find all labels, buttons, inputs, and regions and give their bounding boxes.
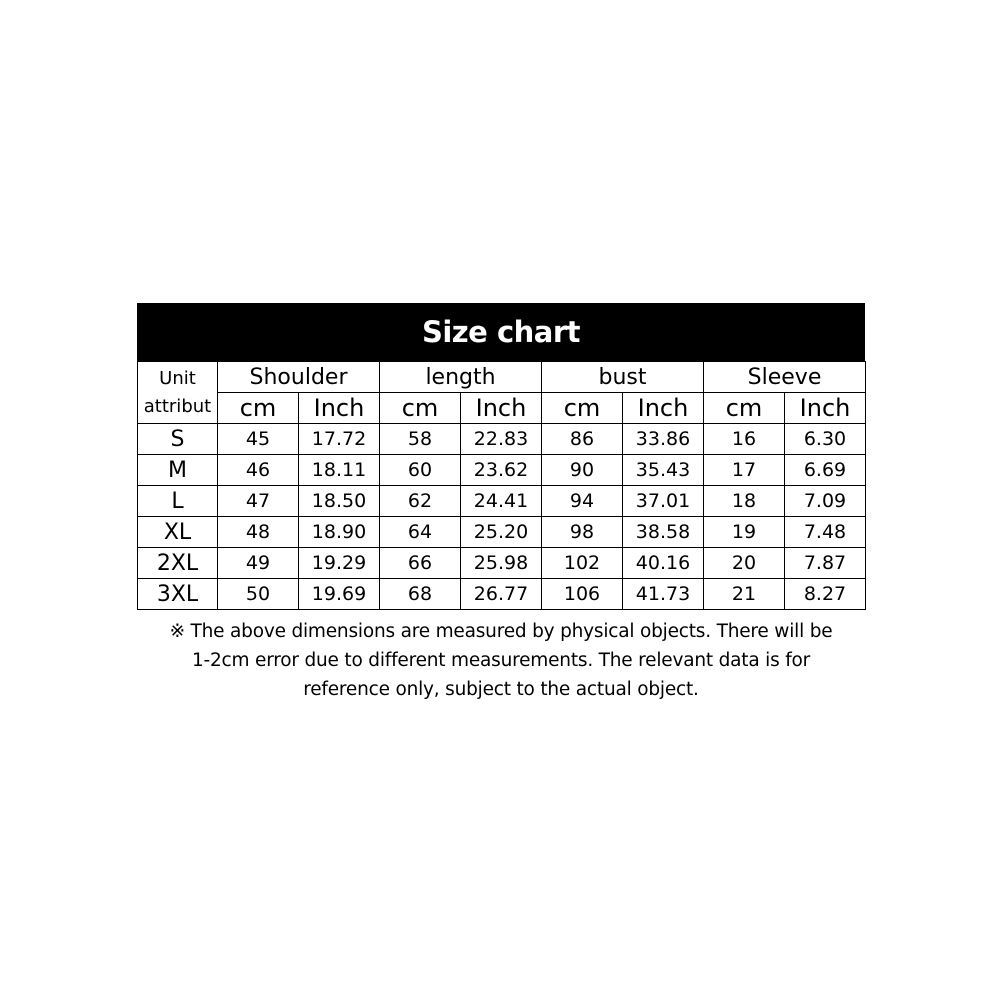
unit-header: Inch	[785, 393, 866, 424]
table-cell: 25.98	[461, 548, 542, 579]
table-row	[138, 579, 866, 610]
table-cell: 47	[218, 486, 299, 517]
size-label: L	[138, 486, 218, 517]
unit-header: Inch	[461, 393, 542, 424]
table-cell: 18.90	[299, 517, 380, 548]
table-cell: 98	[542, 517, 623, 548]
measurement-note	[120, 617, 882, 704]
table-cell: 37.01	[623, 486, 704, 517]
table-cell: 64	[380, 517, 461, 548]
size-label: XL	[138, 517, 218, 548]
table-cell: 19.69	[299, 579, 380, 610]
table-cell: 45	[218, 424, 299, 455]
table-cell: 86	[542, 424, 623, 455]
size-chart	[137, 303, 865, 610]
table-cell: 24.41	[461, 486, 542, 517]
table-cell: 40.16	[623, 548, 704, 579]
table-cell: 20	[704, 548, 785, 579]
table-cell: 106	[542, 579, 623, 610]
size-label: M	[138, 455, 218, 486]
table-cell: 33.86	[623, 424, 704, 455]
table-row	[138, 424, 866, 455]
unit-header: cm	[380, 393, 461, 424]
size-chart-title: Size chart	[137, 303, 865, 361]
note-line: 1-2cm error due to different measurements. The relevant data is for	[191, 650, 811, 671]
unit-header: Inch	[623, 393, 704, 424]
table-cell: 21	[704, 579, 785, 610]
size-table	[137, 361, 866, 610]
table-cell: 38.58	[623, 517, 704, 548]
table-row	[138, 548, 866, 579]
size-label: 2XL	[138, 548, 218, 579]
table-cell: 26.77	[461, 579, 542, 610]
unit-header: cm	[218, 393, 299, 424]
table-cell: 41.73	[623, 579, 704, 610]
table-cell: 7.87	[785, 548, 866, 579]
unit-header: cm	[542, 393, 623, 424]
table-cell: 66	[380, 548, 461, 579]
table-cell: 18	[704, 486, 785, 517]
group-header-shoulder: Shoulder	[218, 362, 380, 393]
table-cell: 25.20	[461, 517, 542, 548]
table-cell: 23.62	[461, 455, 542, 486]
table-cell: 18.11	[299, 455, 380, 486]
table-cell: 48	[218, 517, 299, 548]
attribute-label: attribut	[143, 395, 212, 417]
table-cell: 35.43	[623, 455, 704, 486]
size-label: 3XL	[138, 579, 218, 610]
table-cell: 60	[380, 455, 461, 486]
table-cell: 19	[704, 517, 785, 548]
table-cell: 46	[218, 455, 299, 486]
table-cell: 50	[218, 579, 299, 610]
table-cell: 6.69	[785, 455, 866, 486]
unit-attribute-header	[138, 362, 218, 424]
table-cell: 94	[542, 486, 623, 517]
table-cell: 8.27	[785, 579, 866, 610]
table-cell: 7.48	[785, 517, 866, 548]
size-label: S	[138, 424, 218, 455]
table-cell: 68	[380, 579, 461, 610]
note-line: ※ The above dimensions are measured by physical objects. There will be	[169, 621, 833, 642]
table-cell: 17	[704, 455, 785, 486]
note-line: reference only, subject to the actual object.	[303, 679, 699, 700]
unit-label: Unit	[159, 367, 196, 389]
table-cell: 16	[704, 424, 785, 455]
unit-header-row	[138, 393, 866, 424]
table-cell: 58	[380, 424, 461, 455]
table-cell: 17.72	[299, 424, 380, 455]
group-header-sleeve: Sleeve	[704, 362, 866, 393]
group-header-bust: bust	[542, 362, 704, 393]
table-cell: 22.83	[461, 424, 542, 455]
table-row	[138, 517, 866, 548]
table-cell: 7.09	[785, 486, 866, 517]
table-cell: 49	[218, 548, 299, 579]
table-cell: 18.50	[299, 486, 380, 517]
table-cell: 6.30	[785, 424, 866, 455]
table-cell: 62	[380, 486, 461, 517]
unit-header: Inch	[299, 393, 380, 424]
group-header-row	[138, 362, 866, 393]
table-cell: 19.29	[299, 548, 380, 579]
table-cell: 90	[542, 455, 623, 486]
table-row	[138, 486, 866, 517]
group-header-length: length	[380, 362, 542, 393]
unit-header: cm	[704, 393, 785, 424]
table-row	[138, 455, 866, 486]
table-cell: 102	[542, 548, 623, 579]
